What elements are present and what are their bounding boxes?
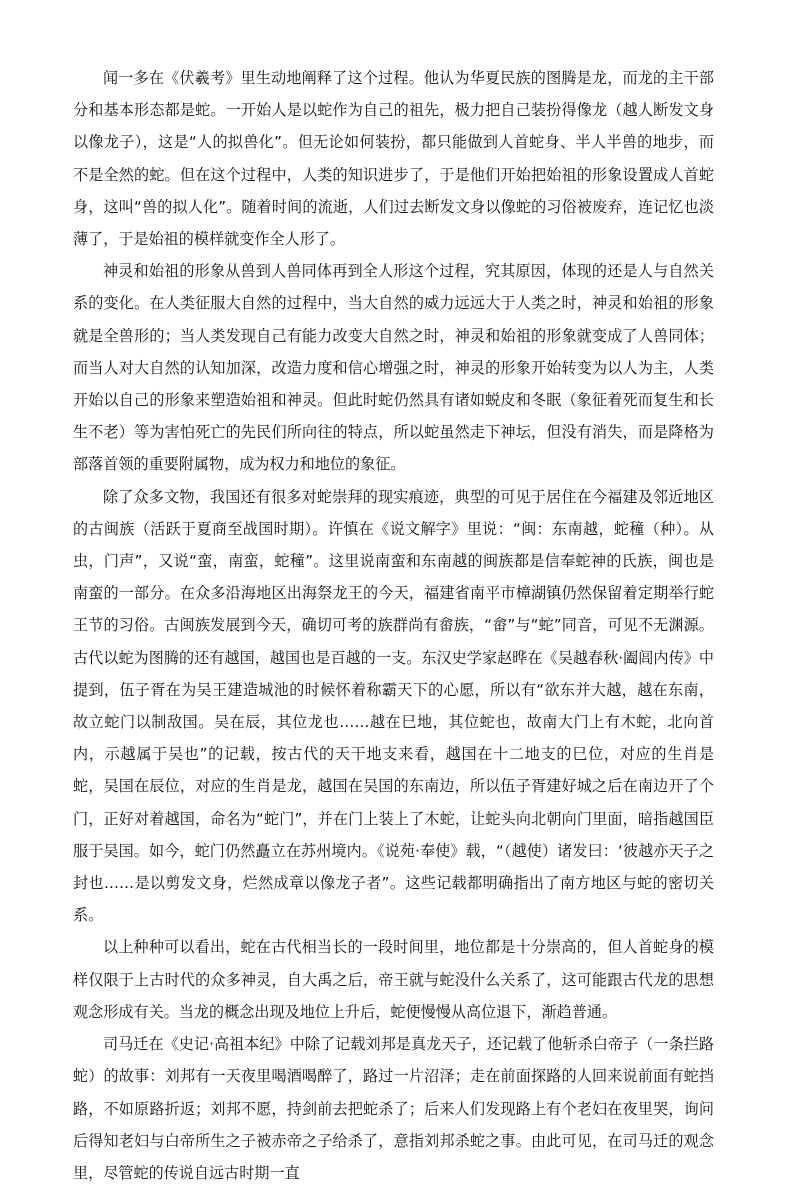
paragraph-3: 除了众多文物，我国还有很多对蛇崇拜的现实痕迹，典型的可见于居住在今福建及邻近地区的古闽族（活跃于夏商至战国时期）。许慎在《说文解字》里说：“闽：东南越，蛇穜（种）。从虫，门声”，又说“蛮，南蛮，蛇穜”。这里说南蛮和东南越的闽族都是信奉蛇神的氏族，闽也是南蛮的一部分。在众多沿海地区出海祭龙王的今天，福建省南平市樟湖镇仍然保留着定期举行蛇王节的习俗。古闽族发展到今天，确切可考的族群尚有畲族，“畲”与“蛇”同音，可见不无渊源。古代以蛇为图腾的还有越国，越国也是百越的一支。东汉史学家赵晔在《吴越春秋·阖闾内传》中提到，伍子胥在为吴王建造城池的时候怀着称霸天下的心愿，所以有“欲东并大越，越在东南，故立蛇门以制敌国。吴在辰，其位龙也……越在巳地，其位蛇也，故南大门上有木蛇，北向首内，示越属于吴也”的记载，按古代的天干地支来看，越国在十二地支的巳位，对应的生肖是蛇，吴国在辰位，对应的生肖是龙，越国在吴国的东南边，所以伍子胥建好城之后在南边开了个门，正好对着越国，命名为“蛇门”，并在门上装上了木蛇，让蛇头向北朝向门里面，暗指越国臣服于吴国。如今，蛇门仍然矗立在苏州境内。《说苑·奉使》载，“（越使）诸发曰：‘彼越亦天子之封也……是以剪发文身，烂然成章以像龙子者”。这些记载都明确指出了南方地区与蛇的密切关系。 (73, 487, 714, 925)
paragraph-4: 以上种种可以看出，蛇在古代相当长的一段时间里，地位都是十分崇高的，但人首蛇身的模样仅限于上古时代的众多神灵，自大禹之后，帝王就与蛇没什么关系了，这可能跟古代龙的思想观念形成有关。当龙的概念出现及地位上升后，蛇便慢慢从高位退下，渐趋普通。 (73, 938, 714, 1021)
paragraph-1: 闻一多在《伏羲考》里生动地阐释了这个过程。他认为华夏民族的图腾是龙，而龙的主干部分和基本形态都是蛇。一开始人是以蛇作为自己的祖先，极力把自己装扮得像龙（越人断发文身以像龙子），这是“人的拟兽化”。但无论如何装扮，都只能做到人首蛇身、半人半兽的地步，而不是全然的蛇。但在这个过程中，人类的知识进步了，于是他们开始把始祖的形象设置成人首蛇身，这叫“兽的拟人化”。随着时间的流逝，人们过去断发文身以像蛇的习俗被废弃，连记忆也淡薄了，于是始祖的模样就变作全人形了。 (73, 69, 714, 249)
paragraph-2: 神灵和始祖的形象从兽到人兽同体再到全人形这个过程，究其原因，体现的还是人与自然关系的变化。在人类征服大自然的过程中，当大自然的威力远远大于人类之时，神灵和始祖的形象就是全兽形的；当人类发现自己有能力改变大自然之时，神灵和始祖的形象就变成了人兽同体；而当人对大自然的认知加深，改造力度和信心增强之时，神灵的形象开始转变为以人为主，人类开始以自己的形象来塑造始祖和神灵。但此时蛇仍然具有诸如蜕皮和冬眠（象征着死而复生和长生不老）等为害怕死亡的先民们所向往的特点，所以蛇虽然走下神坛，但没有消失，而是降格为部落首领的重要附属物，成为权力和地位的象征。 (73, 262, 714, 474)
paragraph-5: 司马迁在《史记·高祖本纪》中除了记载刘邦是真龙天子，还记载了他斩杀白帝子（一条拦路蛇）的故事：刘邦有一天夜里喝酒喝醉了，路过一片沼泽；走在前面探路的人回来说前面有蛇挡路，不如原路折返；刘邦不愿，持剑前去把蛇杀了；后来人们发现路上有个老妇在夜里哭，询问后得知老妇与白帝所生之子被赤帝之子给杀了，意指刘邦杀蛇之事。由此可见，在司马迁的观念里，尽管蛇的传说自远古时期一直 (73, 1035, 714, 1182)
